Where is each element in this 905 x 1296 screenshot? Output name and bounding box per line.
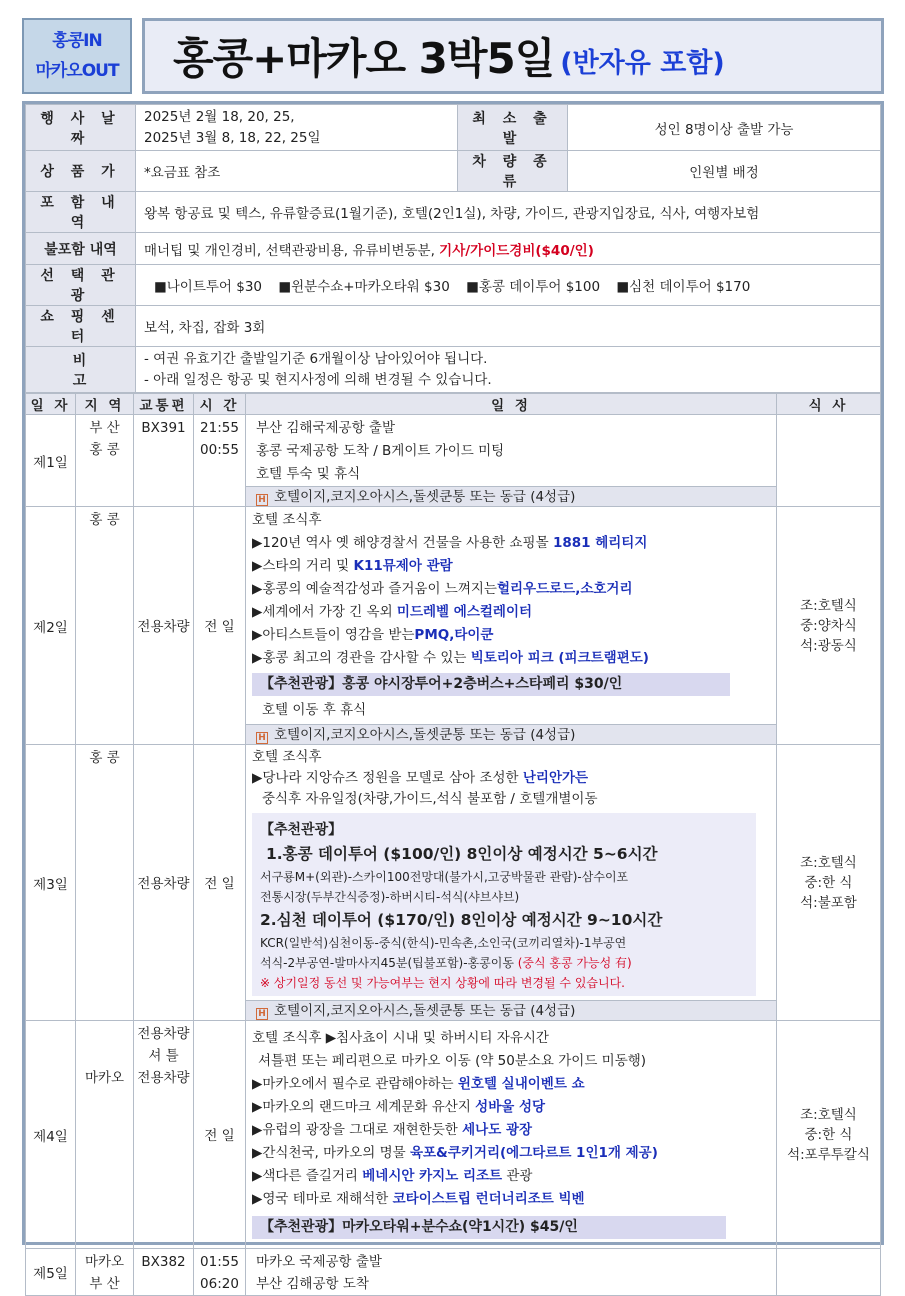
schedule-line: 호텔 투숙 및 휴식: [256, 466, 361, 482]
time-line: 01:55: [200, 1254, 239, 1270]
recommended-tour-bar: 【추천관광】마카오타워+분수쇼(약1시간) $45/인: [252, 1216, 726, 1239]
highlight-text: 세나도 광장: [462, 1122, 533, 1138]
region-line: 홍 콩: [89, 442, 120, 458]
schedule-line: 호텔 이동 후 휴식: [262, 702, 367, 718]
optional-tour-item: ■윈분수쇼+마카오타워 $30: [278, 279, 450, 295]
schedule-line: [252, 1119, 770, 1142]
sz-day-tour-title: 2.심천 데이투어 ($170/인) 8인이상 예정시간 9~10시간: [260, 911, 663, 929]
schedule-line: 부산 김해국제공항 출발: [256, 420, 395, 436]
day-meal: [777, 1021, 881, 1249]
schedule-line: [252, 1073, 770, 1096]
col-header-region: 지 역: [76, 394, 134, 415]
day-transport: BX382: [134, 1249, 194, 1296]
meal-dinner: 석:포루투칼식: [787, 1146, 870, 1163]
highlight-text: PMQ,타이쿤: [414, 627, 494, 643]
day-label: 제2일: [26, 507, 76, 745]
schedule-text: ▶120년 역사 옛 해양경찰서 건물을 사용한 쇼핑몰: [252, 535, 553, 551]
schedule-text: ▶홍콩 최고의 경관을 감사할 수 있는: [252, 650, 471, 666]
recommended-tour-box: [252, 813, 756, 996]
price-label: 상 품 가: [26, 151, 136, 192]
schedule-line: [252, 532, 770, 555]
itinerary-row-day4: [26, 1021, 881, 1249]
highlight-text: K11뮤제아 관람: [353, 558, 453, 574]
optional-tour-label: 선 택 관 광: [26, 265, 136, 306]
day-time: 전 일: [194, 507, 246, 745]
vehicle-value: 인원별 배정: [568, 151, 881, 192]
day-schedule: [246, 1249, 777, 1296]
min-departure-label: 최 소 출 발: [458, 105, 568, 151]
schedule-line: [252, 578, 770, 601]
transport-line: 셔 틀: [148, 1048, 179, 1064]
schedule-line: [252, 555, 770, 578]
day-region: [76, 415, 134, 507]
hotel-icon: H: [256, 494, 268, 506]
optional-tour-list: [136, 265, 881, 306]
excluded-value: [136, 233, 881, 265]
min-departure-value: 성인 8명이상 출발 가능: [568, 105, 881, 151]
meal-dinner: 석:광동식: [800, 637, 857, 654]
title-box: [142, 18, 884, 94]
day-schedule: [246, 507, 777, 745]
guide-fee-text: 기사/가이드경비($40/인): [439, 242, 594, 259]
schedule-line: 셔틀편 또는 페리편으로 마카오 이동 (약 50분소요 가이드 미동행): [258, 1053, 647, 1069]
date-value-line1: 2025년 2월 18, 20, 25,: [144, 108, 295, 125]
schedule-line: [252, 768, 770, 789]
highlight-text: 난리안가든: [522, 770, 589, 786]
itinerary-row-day3: [26, 745, 881, 1021]
itinerary-row-day2: [26, 507, 881, 745]
col-header-schedule: 일 정: [246, 394, 777, 415]
schedule-text: ▶유럽의 광장을 그대로 재현한듯한: [252, 1122, 463, 1138]
note-line: - 아래 일정은 항공 및 현지사정에 의해 변경될 수 있습니다.: [144, 371, 492, 388]
day-meal: [777, 507, 881, 745]
day-schedule: [246, 415, 777, 507]
note-value: [136, 347, 881, 393]
vehicle-label: 차 량 종 류: [458, 151, 568, 192]
highlight-text: 윈호텔 실내이벤트 쇼: [457, 1076, 585, 1092]
included-label: 포 함 내 역: [26, 192, 136, 233]
meal-breakfast: 조:호텔식: [800, 854, 857, 871]
col-header-time: 시 간: [194, 394, 246, 415]
day-label: 제3일: [26, 745, 76, 1021]
day-meal: [777, 1249, 881, 1296]
hk-day-tour-detail: 전통시장(두부간식증정)-하버시티-석식(샤브샤브): [260, 890, 520, 904]
schedule-text: ▶마카오에서 필수로 관람해야하는: [252, 1076, 458, 1092]
schedule-line: [252, 624, 770, 647]
hotel-bar: [246, 724, 776, 744]
sz-day-tour-detail: [260, 953, 748, 973]
page-title: 홍콩+마카오 3박5일: [173, 34, 555, 83]
shopping-value: 보석, 차집, 잡화 3회: [136, 306, 881, 347]
schedule-line: 부산 김해공항 도착: [256, 1276, 369, 1292]
recommended-tour-bar: 【추천관광】홍콩 야시장투어+2층버스+스타페리 $30/인: [252, 673, 730, 696]
schedule-line: [252, 647, 770, 670]
meal-dinner: 석:불포함: [800, 894, 857, 911]
region-line: 부 산: [89, 420, 120, 436]
detail-red-text: (중식 홍콩 가능성 有): [517, 956, 632, 970]
schedule-line: 호텔 조식후: [252, 512, 322, 528]
day-time: [194, 415, 246, 507]
optional-tour-item: ■나이트투어 $30: [154, 279, 263, 295]
schedule-text: ▶영국 테마로 재해석한: [252, 1191, 393, 1207]
excluded-text: 매너팁 및 개인경비, 선택관광비용, 유류비변동분,: [144, 242, 440, 259]
date-value: [136, 105, 458, 151]
schedule-line: [252, 1096, 770, 1119]
schedule-line: 호텔 조식후: [252, 749, 322, 765]
price-value: *요금표 참조: [136, 151, 458, 192]
day-transport: 전용차량: [134, 507, 194, 745]
tour-change-note: ※ 상기일정 동선 및 가능여부는 현지 상황에 따라 변경될 수 있습니다.: [260, 976, 625, 990]
included-value: 왕복 항공료 및 텍스, 유류할증료(1월기준), 호텔(2인1실), 차량, 가이드, 관광지입장료, 식사, 여행자보험: [136, 192, 881, 233]
schedule-text: ▶스타의 거리 및: [252, 558, 354, 574]
badge-line-in: 홍콩IN: [52, 31, 102, 51]
sz-day-tour-detail: KCR(일반석)심천이동-중식(한식)-민속촌,소인국(코끼리열차)-1부공연: [260, 936, 627, 950]
badge-line-out: 마카오OUT: [35, 61, 119, 81]
schedule-line: 호텔 조식후 ▶침사쵸이 시내 및 하버시티 자유시간: [252, 1030, 549, 1046]
transport-line: 전용차량: [137, 1026, 190, 1042]
hotel-text: 호텔이지,코지오아시스,돌셋쿤통 또는 동급 (4성급): [274, 727, 576, 743]
day-schedule: [246, 1021, 777, 1249]
note-label: 비 고: [26, 347, 136, 393]
detail-text: 석식-2부공연-발마사지45분(팁불포함)-홍콩이동: [260, 956, 518, 970]
schedule-text: 관광: [502, 1168, 533, 1184]
info-table: [25, 104, 881, 393]
region-line: 마카오: [84, 1254, 125, 1270]
schedule-line: [252, 1142, 770, 1165]
transport-line: 전용차량: [137, 1070, 190, 1086]
meal-lunch: 중:한 식: [804, 874, 853, 891]
day-time: [194, 1249, 246, 1296]
schedule-text: ▶마카오의 랜드마크 세계문화 유산지: [252, 1099, 476, 1115]
itinerary-table: [25, 393, 881, 1296]
day-transport: BX391: [134, 415, 194, 507]
date-label: 행 사 날 짜: [26, 105, 136, 151]
product-sheet: [22, 101, 884, 1292]
hotel-text: 호텔이지,코지오아시스,돌셋쿤통 또는 동급 (4성급): [274, 1003, 576, 1019]
optional-tour-item: ■홍콩 데이투어 $100: [466, 279, 601, 295]
highlight-text: 육포&쿠키거리(에그타르트 1인1개 제공): [409, 1145, 658, 1161]
schedule-line: 홍콩 국제공항 도착 / B게이트 가이드 미팅: [256, 443, 505, 459]
highlight-text: 미드레벨 에스컬레이터: [396, 604, 533, 620]
day-transport: 전용차량: [134, 745, 194, 1021]
excluded-label: 불포함 내역: [26, 233, 136, 265]
day-label: 제1일: [26, 415, 76, 507]
day-meal: [777, 415, 881, 507]
hotel-icon: H: [256, 1008, 268, 1020]
day-region: 홍 콩: [76, 745, 134, 1021]
highlight-text: 빅토리아 피크 (피크트램편도): [470, 650, 649, 666]
schedule-text: ▶아티스트들이 영감을 받는: [252, 627, 415, 643]
highlight-text: 헐리우드로드,소호거리: [496, 581, 633, 597]
day-region: 마카오: [76, 1021, 134, 1249]
day-region: 홍 콩: [76, 507, 134, 745]
meal-breakfast: 조:호텔식: [800, 1106, 857, 1123]
schedule-line: 마카오 국제공항 출발: [256, 1254, 382, 1270]
recommended-tour-title: 【추천관광】: [260, 822, 343, 838]
schedule-text: ▶홍콩의 예술적감성과 즐거움이 느껴지는: [252, 581, 497, 597]
schedule-line: [252, 1188, 770, 1211]
hotel-icon: H: [256, 732, 268, 744]
time-line: 21:55: [200, 420, 239, 436]
col-header-transport: 교통편: [134, 394, 194, 415]
highlight-text: 베네시안 카지노 리조트: [362, 1168, 503, 1184]
itinerary-row-day5: [26, 1249, 881, 1296]
col-header-meal: 식 사: [777, 394, 881, 415]
schedule-text: ▶당나라 지앙슈즈 정원을 모델로 삼아 조성한: [252, 770, 523, 786]
route-badge: [22, 18, 132, 94]
page-header: [22, 18, 884, 94]
hk-day-tour-detail: 서구룡M+(외관)-스카이100전망대(불가시,고궁박물관 관람)-삼수이포: [260, 870, 629, 884]
note-line: - 여권 유효기간 출발일기준 6개월이상 남아있어야 됩니다.: [144, 350, 488, 367]
hk-day-tour-title: 1.홍콩 데이투어 ($100/인) 8인이상 예정시간 5~6시간: [266, 845, 658, 863]
meal-breakfast: 조:호텔식: [800, 597, 857, 614]
schedule-text: ▶간식천국, 마카오의 명물: [252, 1145, 410, 1161]
day-label: 제4일: [26, 1021, 76, 1249]
highlight-text: 성바울 성당: [475, 1099, 546, 1115]
day-time: 전 일: [194, 1021, 246, 1249]
day-region: [76, 1249, 134, 1296]
shopping-label: 쇼 핑 센 터: [26, 306, 136, 347]
date-value-line2: 2025년 3월 8, 18, 22, 25일: [144, 129, 321, 146]
time-line: 06:20: [200, 1276, 239, 1292]
schedule-text: ▶세계에서 가장 긴 옥외: [252, 604, 397, 620]
schedule-text: ▶색다른 즐길거리: [252, 1168, 363, 1184]
day-transport: [134, 1021, 194, 1249]
highlight-text: 1881 헤리티지: [552, 535, 648, 551]
hotel-bar: [246, 1000, 776, 1020]
page-subtitle: (반자유 포함): [560, 47, 725, 79]
schedule-line: 중식후 자유일정(차량,가이드,석식 불포함 / 호텔개별이동: [262, 791, 598, 807]
meal-lunch: 중:한 식: [804, 1126, 853, 1143]
itinerary-row-day1: [26, 415, 881, 507]
hotel-text: 호텔이지,코지오아시스,돌셋쿤통 또는 동급 (4성급): [274, 489, 576, 505]
day-meal: [777, 745, 881, 1021]
schedule-line: [252, 601, 770, 624]
optional-tour-item: ■심천 데이투어 $170: [616, 279, 751, 295]
highlight-text: 코타이스트립 런더너리조트 빅벤: [392, 1191, 585, 1207]
schedule-line: [252, 1165, 770, 1188]
day-label: 제5일: [26, 1249, 76, 1296]
region-line: 부 산: [89, 1276, 120, 1292]
day-time: 전 일: [194, 745, 246, 1021]
meal-lunch: 중:양차식: [800, 617, 857, 634]
col-header-day: 일 자: [26, 394, 76, 415]
time-line: 00:55: [200, 442, 239, 458]
hotel-bar: [246, 486, 776, 506]
day-schedule: [246, 745, 777, 1021]
